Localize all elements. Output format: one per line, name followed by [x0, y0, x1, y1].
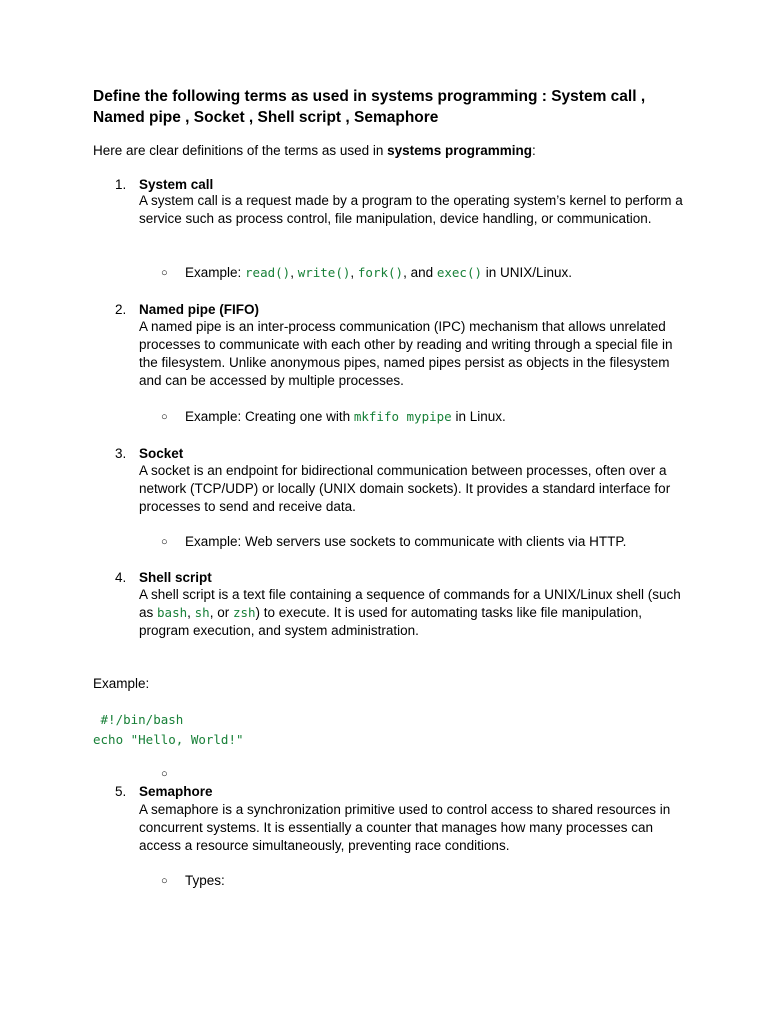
term-named-pipe: Named pipe (FIFO): [139, 302, 260, 317]
separator: ,: [350, 265, 358, 280]
example-suffix: in Linux.: [451, 409, 506, 424]
item-number: 3.: [115, 446, 127, 461]
code-bash: bash: [157, 605, 188, 620]
definition-named-pipe: A named pipe is an inter-process communication (IPC) mechanism that allows unrelated processes to communicate with each other by reading and writing through a special file in the filesystem. Unlike anonymous pipes, named pipes persist as objects in the filesystem and can be accessed by multiple processes.: [139, 319, 673, 388]
item-number: 1.: [115, 177, 127, 192]
desc-text: ) to execute. It is used for automating tasks like file manipulation, program execution, and system administration.: [139, 605, 642, 638]
code-zsh: zsh: [232, 605, 256, 620]
code-line-shebang: #!/bin/bash: [93, 712, 184, 727]
bullet-icon: ○: [161, 768, 168, 780]
bullet-icon: ○: [161, 875, 168, 887]
separator: , and: [403, 265, 437, 280]
example-named-pipe: [185, 408, 506, 426]
definition-socket: A socket is an endpoint for bidirectional communication between processes, often over a network (TCP/UDP) or locally (UNIX domain sockets). It provides a standard interface for processes to send and receive data.: [139, 463, 671, 514]
desc-text: A shell script is a text file containing a sequence of commands for a UNIX/Linux shell (such as: [139, 587, 681, 620]
definition-semaphore: A semaphore is a synchronization primitive used to control access to shared resources in concurrent systems. It is essentially a counter that manages how many processes can access a resource simultaneously, preventing race conditions.: [139, 802, 671, 853]
term-shell-script: Shell script: [139, 570, 212, 585]
intro-colon: :: [531, 143, 536, 158]
intro-paragraph: [93, 142, 536, 160]
term-socket: Socket: [139, 446, 184, 461]
definition-shell-script: [139, 586, 684, 640]
item-number: 4.: [115, 570, 127, 585]
term-semaphore: Semaphore: [139, 784, 213, 799]
item-number: 2.: [115, 302, 127, 317]
code-sh: sh: [194, 605, 210, 620]
code-read: read(): [245, 265, 291, 280]
bullet-icon: ○: [161, 536, 168, 548]
intro-text: Here are clear definitions of the terms as used in: [93, 143, 388, 158]
example-socket: Example: Web servers use sockets to communicate with clients via HTTP.: [185, 534, 627, 549]
example-system-call: [185, 264, 572, 282]
example-prefix: Example:: [185, 265, 246, 280]
separator: , or: [209, 605, 233, 620]
term-system-call: System call: [139, 177, 214, 192]
bullet-icon: ○: [161, 267, 168, 279]
example-suffix: in UNIX/Linux.: [482, 265, 573, 280]
document-page: [93, 86, 683, 888]
separator: ,: [187, 605, 195, 620]
separator: ,: [290, 265, 298, 280]
code-write: write(): [297, 265, 351, 280]
page-title: Define the following terms as used in systems programming : System call , Named pipe , Socket , Shell script , Semaphore: [93, 88, 646, 126]
definition-system-call: A system call is a request made by a program to the operating system’s kernel to perform a service such as process control, file manipulation, device handling, or communication.: [139, 193, 683, 226]
example-prefix: Example: Creating one with: [185, 409, 354, 424]
example-label: Example:: [93, 676, 150, 691]
code-exec: exec(): [436, 265, 482, 280]
item-number: 5.: [115, 784, 127, 799]
intro-bold: systems programming: [387, 143, 532, 158]
bullet-icon: ○: [161, 411, 168, 423]
code-fork: fork(): [357, 265, 404, 280]
code-mkfifo: mkfifo mypipe: [353, 409, 452, 424]
code-line-echo: echo "Hello, World!": [93, 732, 244, 747]
semaphore-types: Types:: [185, 873, 225, 888]
